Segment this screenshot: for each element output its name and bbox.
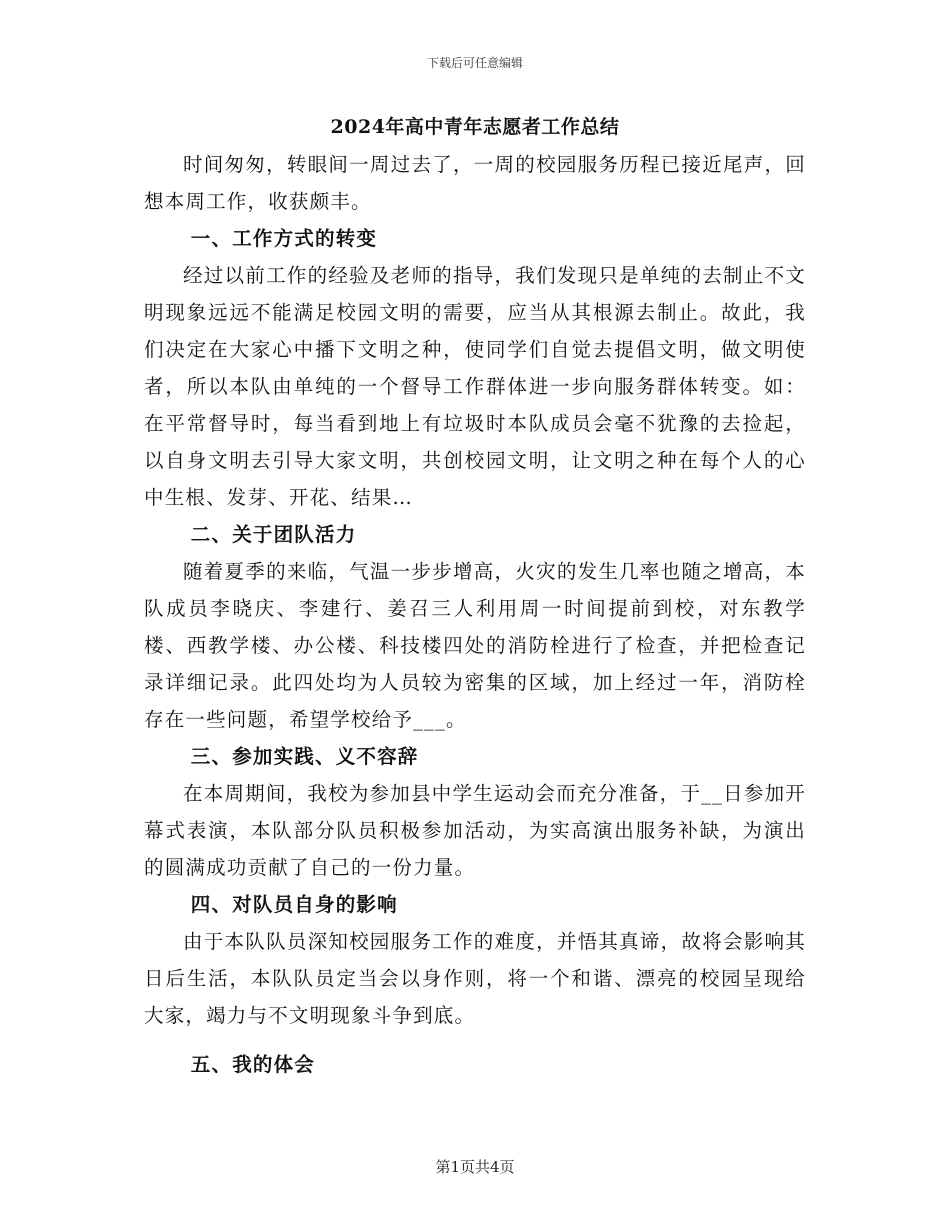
section-heading-my-experience: 五、我的体会: [190, 1053, 315, 1076]
section-body-practice: 在本周期间，我校为参加县中学生运动会而充分准备，于__日参加开幕式表演，本队部分队员积极参加活动，为实高演出服务补缺，为演出的圆满成功贡献了自己的一份力量。: [144, 782, 806, 879]
section-heading-member-impact: 四、对队员自身的影响: [190, 893, 398, 916]
section-heading-practice: 三、参加实践、义不容辞: [190, 745, 419, 768]
download-edit-note: 下载后可任意编辑: [426, 56, 523, 70]
section-heading-team-vitality: 二、关于团队活力: [190, 523, 357, 546]
document-body: [144, 112, 806, 1083]
intro-paragraph: 时间匆匆，转眼间一周过去了，一周的校园服务历程已接近尾声，回想本周工作，收获颇丰。: [144, 153, 806, 213]
section-heading-work-method: 一、工作方式的转变: [190, 227, 378, 250]
page-indicator: 第1页共4页: [435, 1158, 515, 1176]
section-body-team-vitality: 随着夏季的来临，气温一步步增高，火灾的发生几率也随之增高，本队成员李晓庆、李建行、姜召三人利用周一时间提前到校，对东教学楼、西教学楼、办公楼、科技楼四处的消防栓进行了检查，并把检查记录详细记录。此四处均为人员较为密集的区域，加上经过一年，消防栓存在一些问题，希望学校给予___。: [144, 560, 806, 731]
section-body-member-impact: 由于本队队员深知校园服务工作的难度，并悟其真谛，故将会影响其日后生活，本队队员定当会以身作则，将一个和谐、漂亮的校园呈现给大家，竭力与不文明现象斗争到底。: [144, 930, 806, 1027]
section-body-work-method: 经过以前工作的经验及老师的指导，我们发现只是单纯的去制止不文明现象远远不能满足校园文明的需要，应当从其根源去制止。故此，我们决定在大家心中播下文明之种，使同学们自觉去提倡文明，做文明使者，所以本队由单纯的一个督导工作群体进一步向服务群体转变。如：在平常督导时，每当看到地上有垃圾时本队成员会毫不犹豫的去捡起，以自身文明去引导大家文明，共创校园文明，让文明之种在每个人的心中生根、发芽、开花、结果…: [144, 264, 806, 509]
document-title: 2024年高中青年志愿者工作总结: [330, 116, 620, 138]
